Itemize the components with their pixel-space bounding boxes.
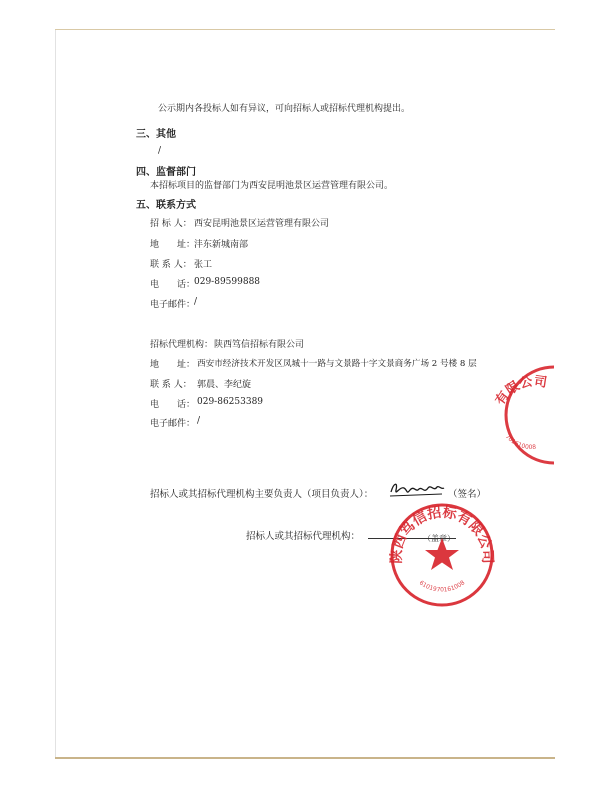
tenderer-email: / — [194, 297, 198, 307]
seal-1-code: 6101970161008 — [417, 579, 467, 594]
agency-phone-label: 电 话： — [150, 400, 196, 410]
tenderer-addr: 沣东新城南部 — [194, 240, 249, 250]
svg-text:6101970161008 — [418, 579, 467, 593]
handwritten-signature — [388, 478, 446, 500]
tenderer-phone: 029-89599888 — [194, 277, 261, 287]
signature-suffix: （签名） — [448, 489, 487, 500]
agency-contact-label: 联 系 人： — [150, 380, 192, 390]
intro-line: 公示期内各投标人如有异议，可向招标人或招标代理机构提出。 — [158, 104, 411, 114]
svg-text:701610008 — [504, 433, 537, 451]
section-5-title: 五、联系方式 — [136, 200, 196, 211]
section-3-content: / — [158, 146, 162, 156]
signature-line-prefix: 招标人或其招标代理机构主要负责人（项目负责人）： — [150, 489, 374, 500]
section-4-content: 本招标项目的监督部门为西安昆明池景区运营管理有限公司。 — [150, 181, 394, 191]
page-bottom-edge — [55, 757, 555, 759]
company-seal-partial — [482, 360, 554, 470]
stamp-line-prefix: 招标人或其招标代理机构： — [246, 531, 361, 542]
stamp-suffix: （盖章） — [423, 534, 455, 543]
section-3-title: 三、其他 — [136, 129, 176, 140]
tenderer-name-label: 招 标 人： — [150, 219, 192, 229]
agency-email-label: 电子邮件： — [150, 419, 196, 429]
agency-addr-label: 地 址： — [150, 360, 196, 370]
svg-text:有限公司 — [492, 373, 548, 408]
tenderer-contact-label: 联 系 人： — [150, 260, 192, 270]
seal-1-text: 陕西笃信招标有限公司 — [388, 504, 496, 564]
tenderer-phone-label: 电 话： — [150, 280, 196, 290]
tenderer-name: 西安昆明池景区运营管理有限公司 — [194, 219, 330, 229]
seal-2-code: 701610008 — [503, 433, 537, 451]
document-page — [55, 30, 554, 758]
tenderer-email-label: 电子邮件： — [150, 300, 196, 310]
agency-email: / — [197, 416, 201, 426]
agency-name: 陕西笃信招标有限公司 — [214, 340, 305, 350]
company-seal — [387, 500, 497, 610]
section-4-title: 四、监督部门 — [136, 167, 196, 178]
tenderer-contact: 张工 — [194, 260, 213, 270]
agency-addr: 西安市经济技术开发区凤城十一路与文景路十字文景商务广场 2 号楼 8 层 — [197, 359, 477, 369]
agency-contact: 郭晨、李纪旋 — [197, 380, 252, 390]
seal-2-text: 有限公司 — [492, 374, 548, 409]
tenderer-addr-label: 地 址： — [150, 240, 196, 250]
agency-name-label: 招标代理机构： — [150, 340, 214, 350]
agency-phone: 029-86253389 — [197, 397, 264, 407]
